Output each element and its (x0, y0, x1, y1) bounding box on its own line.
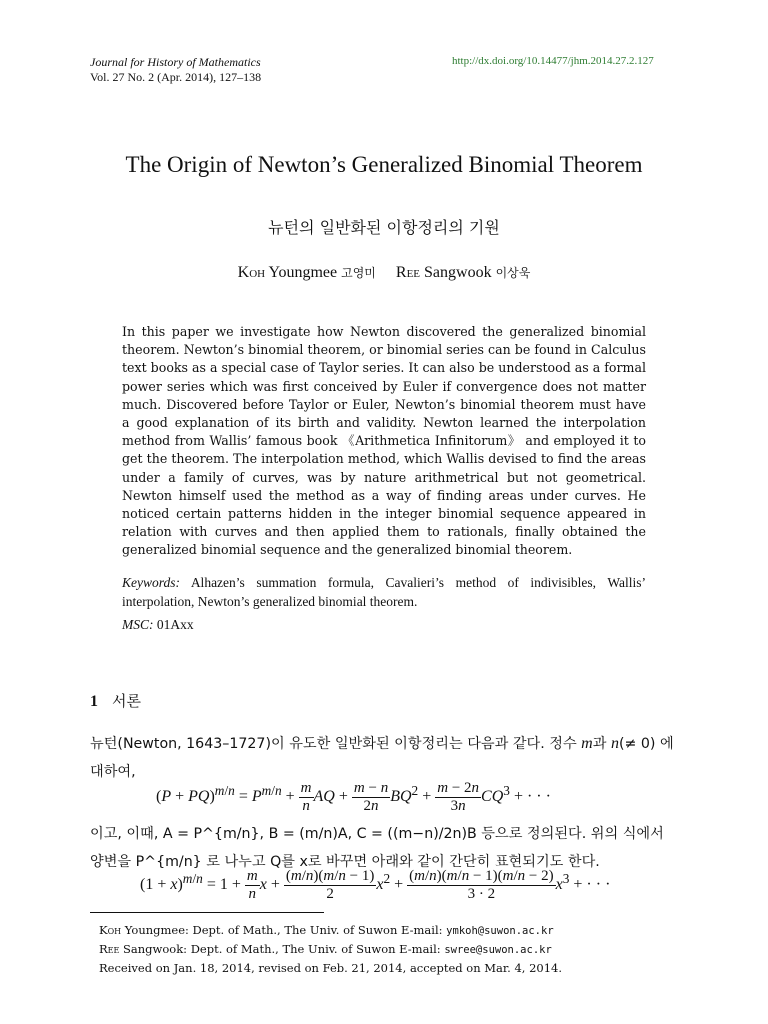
msc-text: 01Axx (156, 617, 194, 632)
footnote-1 (99, 921, 562, 940)
journal-header (90, 55, 261, 85)
section-title: 서론 (112, 692, 141, 710)
author-2-surname: Ree (395, 264, 421, 281)
author-2-korean: 이상욱 (495, 266, 531, 280)
section-heading (90, 690, 141, 711)
footnote-rule (90, 912, 324, 913)
keywords-label: Keywords: (122, 575, 180, 590)
msc (122, 617, 194, 633)
korean-title: 뉴턴의 일반화된 이항정리의 기원 (268, 218, 500, 237)
author-2-name: Sangwook (424, 264, 492, 281)
var-m: m (581, 735, 593, 752)
keywords (122, 573, 646, 611)
equation-1: $(P + PQ)^{m/n} = P^{m/n}$ + $\frac{m}{n}$ AQ + $\frac{m - n}{2n}$ $BQ^2$ + $\frac{m - 2n}{3n}$ $CQ^3$ + · · · (156, 780, 551, 814)
para1-text-c: (≠ 0) 에 대하여, (90, 736, 674, 780)
footnote-2-email[interactable]: swree@suwon.ac.kr (444, 944, 552, 956)
footnote-3 (99, 959, 562, 977)
author-1-korean: 고영미 (341, 266, 376, 280)
paragraph-1 (90, 730, 680, 786)
footnote-2-text: Sangwook: Dept. of Math., The Univ. of Suwon E-mail: (123, 942, 445, 956)
paper-title: The Origin of Newton’s Generalized Binomial Theorem (125, 152, 643, 177)
author-1-surname: Koh (237, 264, 266, 281)
journal-volume: Vol. 27 No. 2 (Apr. 2014), 127–138 (90, 70, 262, 84)
para1-text-b: 과 (592, 736, 611, 752)
keywords-text: Alhazen’s summation formula, Cavalieri’s method of indivisibles, Wallis’ interpolation, Newton’s generalized binomial theorem. (122, 575, 646, 609)
footnote-1-email[interactable]: ymkoh@suwon.ac.kr (446, 925, 554, 937)
author-1-name: Youngmee (268, 264, 338, 281)
footnote-3-text: Received on Jan. 18, 2014, revised on Feb. 21, 2014, accepted on Mar. 4, 2014. (99, 961, 562, 975)
doi-link[interactable]: http://dx.doi.org/10.14477/jhm.2014.27.2.127 (452, 55, 654, 67)
authors (60, 264, 708, 282)
section-number: 1 (90, 693, 98, 710)
abstract: In this paper we investigate how Newton discovered the generalized binomial theorem. Newton’s binomial theorem, or binomial series can be found in Calculus text books as a special case of Taylor series. It can also be understood as a formal power series which was first conceived by Euler if convergence does not matter much. Discovered before Taylor or Euler, Newton’s binomial theorem must have a good explanation of its birth and validity. Newton learned the interpolation method from Wallis’ famous book 《Arithmetica Infinitorum》 and employed it to get the theorem. The interpolation method, which Wallis devised to find the areas under a family of curves, was by nature arithmetrical but not geometrical. Newton himself used the method as a way of finding areas under curves. He noticed certain patterns hidden in the integer binomial sequence appeared in relation with curves and then applied them to rationals, finally obtained the generalized binomial sequence and the generalized binomial theorem. (122, 324, 646, 558)
para1-text-a: 뉴턴(Newton, 1643–1727)이 유도한 일반화된 이항정리는 다음과 같다. 정수 (90, 736, 582, 752)
footnote-1-sc: Koh (99, 923, 122, 937)
footnote-1-text: Youngmee: Dept. of Math., The Univ. of Suwon E-mail: (124, 923, 447, 937)
journal-name: Journal for History of Mathematics (90, 55, 261, 69)
msc-label: MSC: (122, 617, 154, 632)
var-n: n (610, 735, 619, 752)
paragraph-2: 이고, 이때, A = P^{m/n}, B = (m/n)A, C = ((m−n)/2n)B 등으로 정의된다. 위의 식에서 양변을 P^{m/n} 로 나누고 Q를 x로 바꾸면 아래와 같이 간단히 표현되기도 한다. (90, 826, 664, 870)
footnote-2 (99, 940, 562, 959)
footnotes (99, 921, 562, 977)
footnote-2-sc: Ree (99, 942, 120, 956)
equation-2: $(1 + x)^{m/n} = 1$ + $\frac{m}{n}$ x + $\frac{(m/n)(m/n - 1)}{2}$ $x^2$ + $\frac{(m/n)(m/n - 1)(m/n - 2)}{3 \cdot 2}$ $x^3$ + · · · (140, 868, 611, 902)
